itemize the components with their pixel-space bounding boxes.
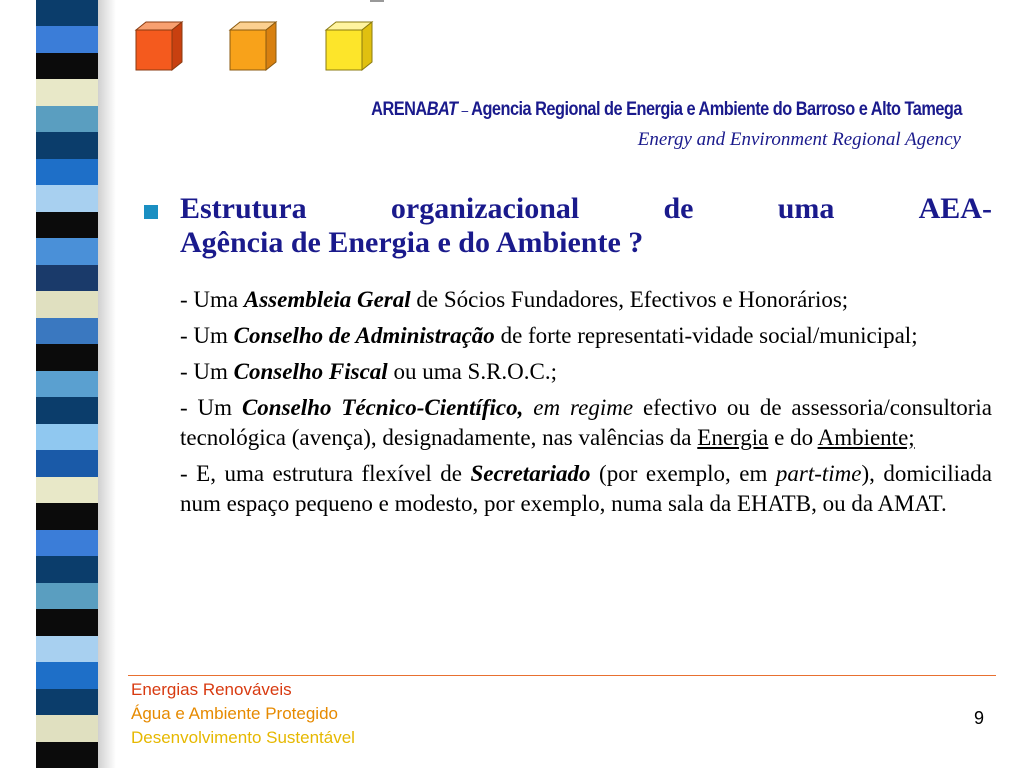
stripe-segment <box>36 530 98 557</box>
stripe-segment <box>36 106 98 133</box>
orange-cube-icon <box>228 20 278 72</box>
stripe-segment <box>36 556 98 583</box>
stripe-shadow <box>98 0 116 768</box>
stripe-segment <box>36 132 98 159</box>
stripe-segment <box>36 742 98 768</box>
stripe-segment <box>36 26 98 53</box>
item-conselho-tecnico: - Um Conselho Técnico-Científico, em regime efectivo ou de assessoria/consultoria tecnológica (avença), designadamente, nas valências da Energia e do Ambiente; <box>180 395 992 450</box>
energia-link[interactable]: Energia <box>697 425 769 450</box>
footer-line-renovaveis: Energias Renováveis <box>131 680 292 699</box>
stripe-segment <box>36 291 98 318</box>
yellow-cube-icon <box>324 20 374 72</box>
agency-title: ARENABAT – Agencia Regional de Energia e Ambiente do Barroso e Alto Tamega <box>371 99 962 120</box>
stripe-segment <box>36 397 98 424</box>
ambiente-link[interactable]: Ambiente; <box>817 425 915 450</box>
stripe-segment <box>36 159 98 186</box>
stripe-segment <box>36 53 98 80</box>
slide-title: Estrutura organizacional de uma AEA- Agência de Energia e do Ambiente ? <box>180 192 992 259</box>
stripe-segment <box>36 689 98 716</box>
bullet-square-icon <box>144 205 158 219</box>
stripe-segment <box>36 0 98 27</box>
stripe-segment <box>36 318 98 345</box>
footer-line-agua: Água e Ambiente Protegido <box>131 704 338 723</box>
stripe-segment <box>36 662 98 689</box>
stripe-segment <box>36 715 98 742</box>
stripe-segment <box>36 609 98 636</box>
stripe-segment <box>36 477 98 504</box>
item-conselho-administracao: - Um Conselho de Administração de forte representati-vidade social/municipal; <box>180 323 918 348</box>
footer-divider <box>128 675 996 676</box>
stripe-segment <box>36 185 98 212</box>
top-mark <box>370 0 384 2</box>
stripe-segment <box>36 583 98 610</box>
agency-subtitle: Energy and Environment Regional Agency <box>637 129 961 150</box>
stripe-segment <box>36 503 98 530</box>
slide-body <box>180 285 992 525</box>
stripe-segment <box>36 424 98 451</box>
item-secretariado: - E, uma estrutura flexível de Secretariado (por exemplo, em part-time), domiciliada num espaço pequeno e modesto, por exemplo, numa sala da EHATB, ou da AMAT. <box>180 461 992 516</box>
stripe-segment <box>36 238 98 265</box>
stripe-segment <box>36 344 98 371</box>
stripe-segment <box>36 265 98 292</box>
page-number: 9 <box>974 708 985 728</box>
item-assembleia: - Uma Assembleia Geral de Sócios Fundadores, Efectivos e Honorários; <box>180 287 849 312</box>
stripe-segment <box>36 212 98 239</box>
stripe-segment <box>36 636 98 663</box>
stripe-segment <box>36 450 98 477</box>
red-cube-icon <box>134 20 184 72</box>
item-conselho-fiscal: - Um Conselho Fiscal ou uma S.R.O.C.; <box>180 359 558 384</box>
decorative-stripe-bar <box>36 0 98 768</box>
stripe-segment <box>36 371 98 398</box>
stripe-segment <box>36 79 98 106</box>
footer-line-desenvolvimento: Desenvolvimento Sustentável <box>131 728 355 747</box>
